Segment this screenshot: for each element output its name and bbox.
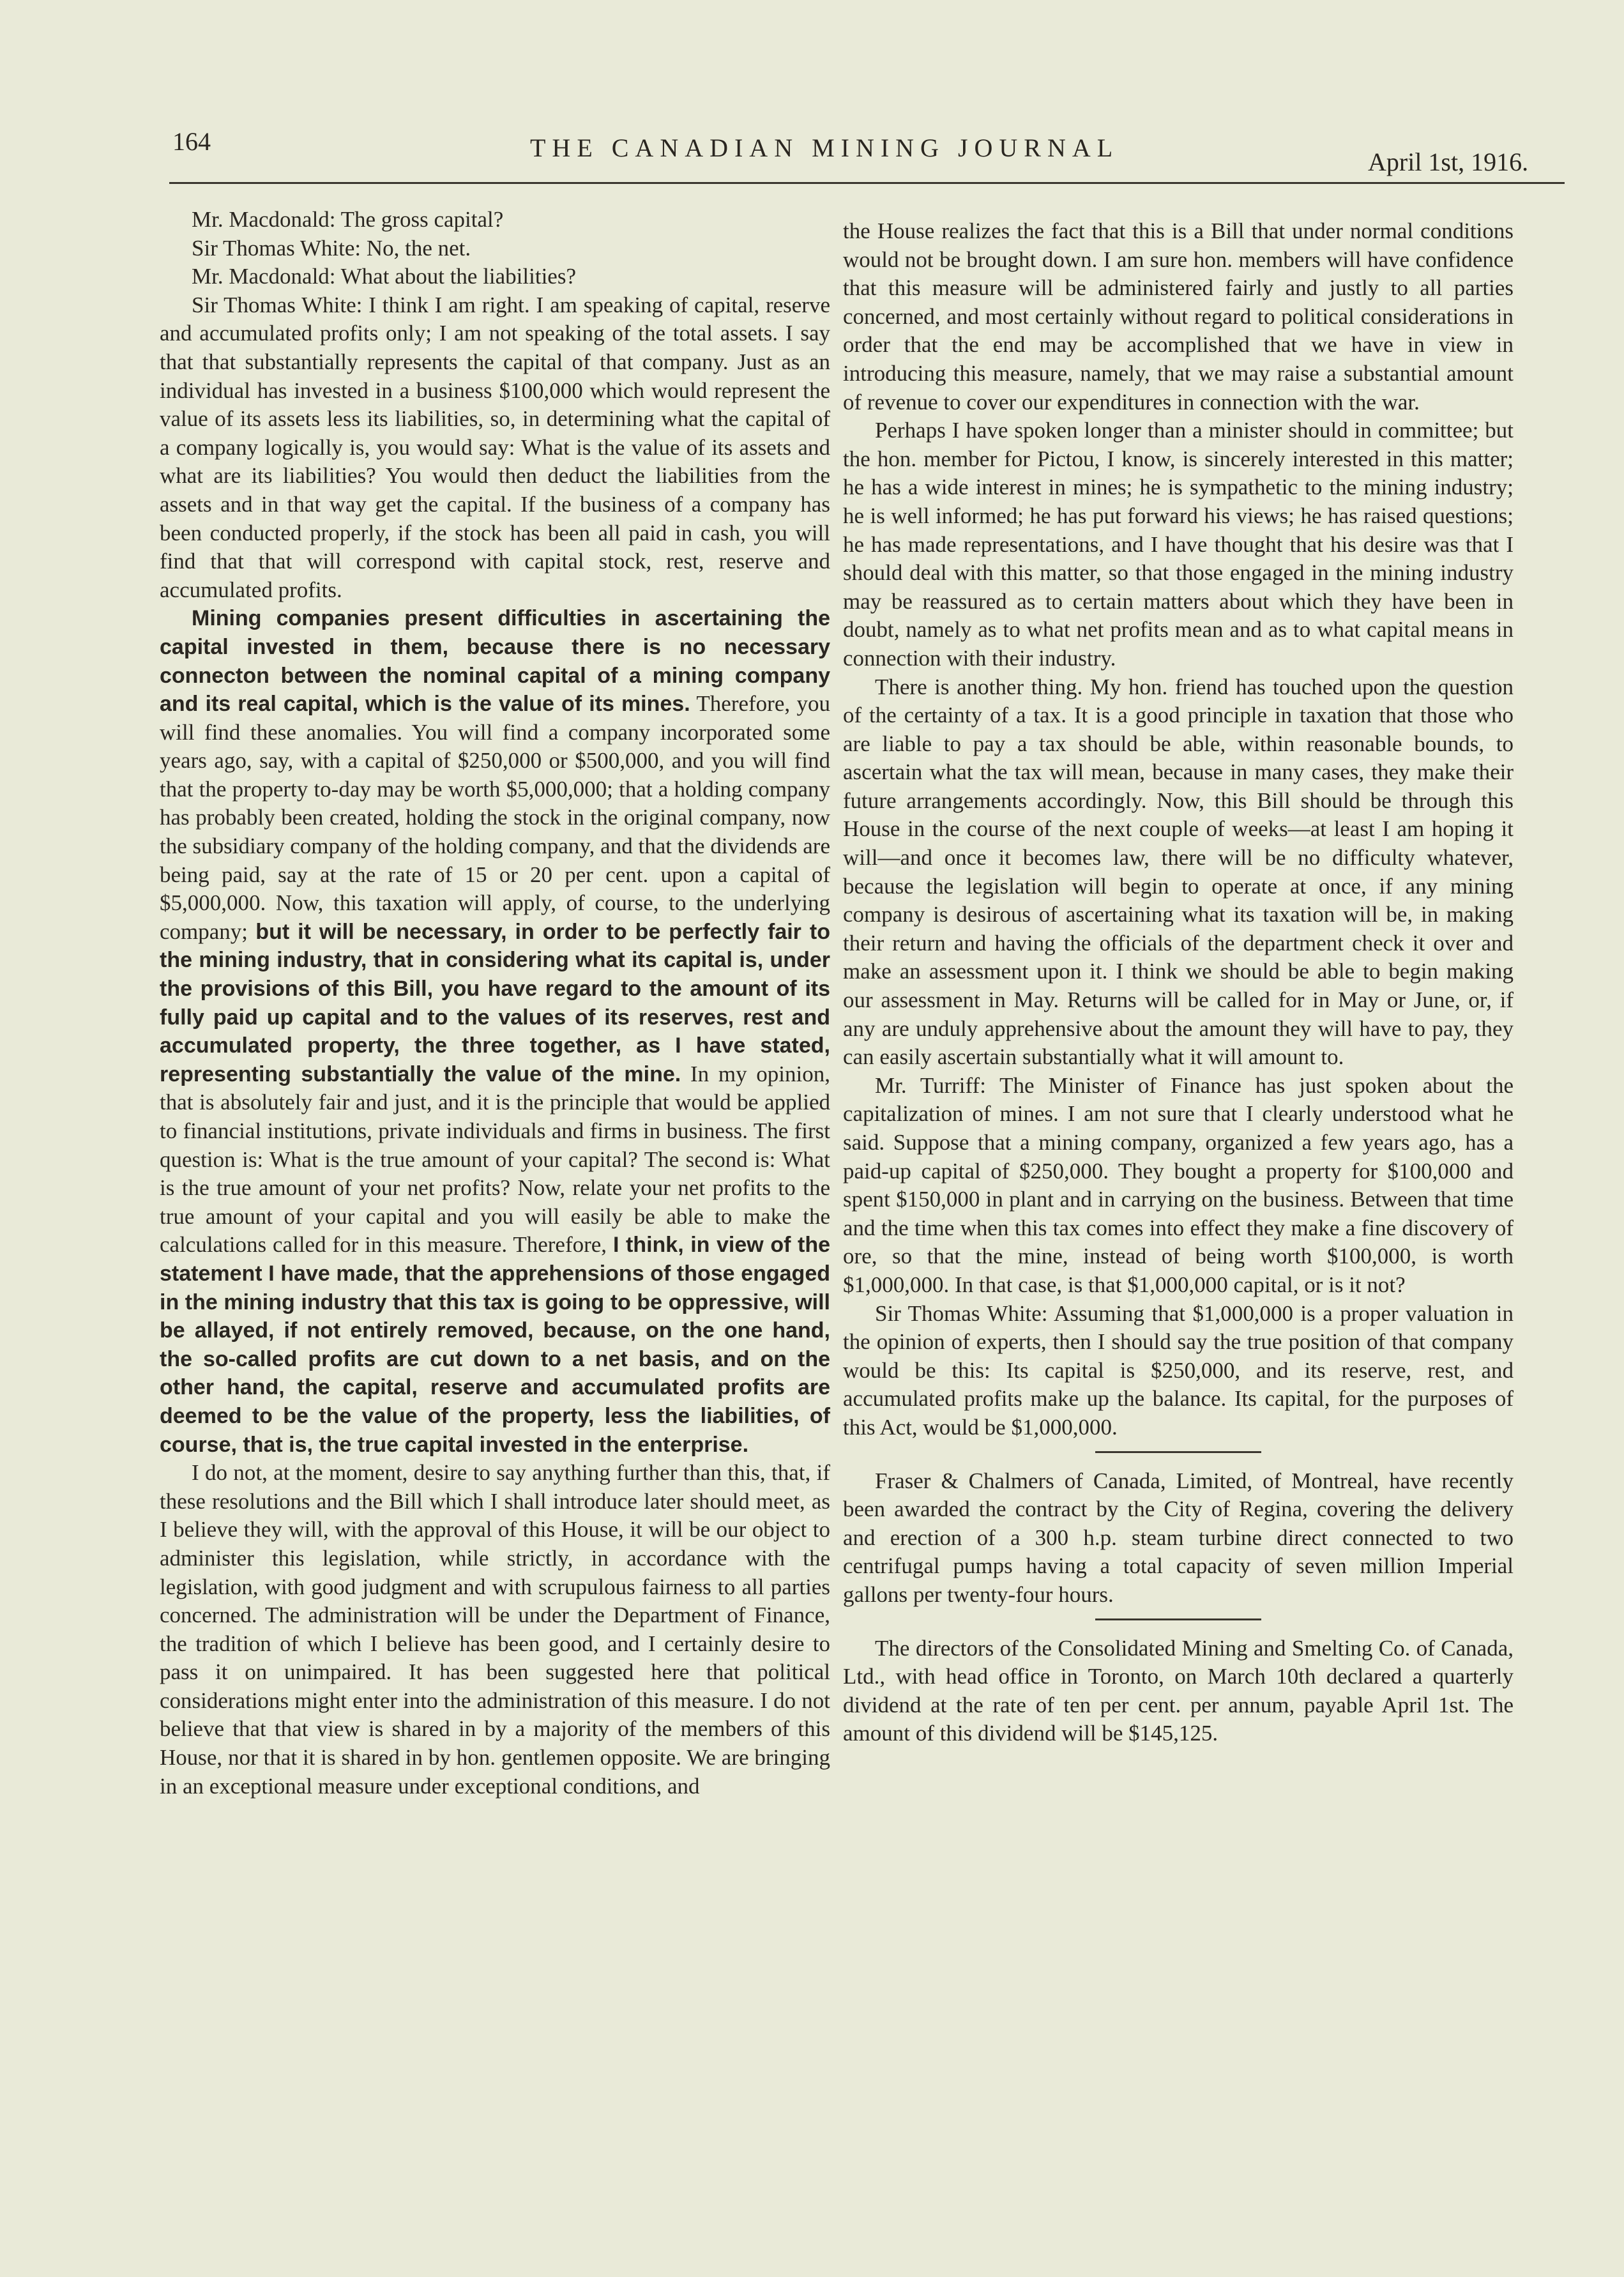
right-column	[843, 217, 1514, 1748]
bold-passage: but it will be necessary, in order to be perfectly fair to the mining industry, that in considering what its capital is, under the provisions of this Bill, you have regard to the amount of its fully paid up capital and to the values of its reserves, rest and accumulated property, the three together, as I have stated, representing substantially the value of the mine.	[160, 919, 830, 1086]
paragraph: Mr. Turriff: The Minister of Finance has just spoken about the capitalization of mines. I am not sure that I clearly understood what he said. Suppose that a mining company, organized a few years ago, has a paid-up capital of $250,000. They bought a property for $100,000 and spent $150,000 in plant and in carrying on the business. Between that time and the time when this tax comes into effect they make a fine discovery of ore, so that the mine, instead of being worth $100,000, is worth $1,000,000. In that case, is that $1,000,000 capital, or is it not?	[843, 1072, 1514, 1297]
section-divider	[1095, 1451, 1261, 1453]
paragraph: Sir Thomas White: No, the net.	[192, 235, 471, 261]
paragraph: I do not, at the moment, desire to say anything further than this, that, if these resolutions and the Bill which I shall introduce later should meet, as I believe they will, with the approval of this House, it will be our object to administer this legislation, while strictly, in accordance with the legislation, with good judgment and with scrupulous fairness to all parties concerned. The administration will be under the Department of Finance, the tradition of which I believe has been good, and I certainly desire to pass it on unimpaired. It has been suggested here that political considerations might enter into the administration of this measure. I do not believe that that view is shared in by a majority of the members of this House, nor that it is shared in by hon. gentlemen opposite. We are bringing in an exceptional measure under exceptional conditions, and	[160, 1460, 830, 1799]
paragraph	[160, 604, 830, 1459]
left-column	[160, 206, 830, 1801]
journal-title: THE CANADIAN MINING JOURNAL	[530, 133, 1119, 162]
section-divider	[1095, 1618, 1261, 1620]
text-run: Therefore, you will find these anomalies. You will find a company incorporated some years ago, say, with a capital of $250,000 or $500,000, and you will find that the property to-day may be worth $5,000,000; that a holding company has probably been created, holding the stock in the original company, now the subsidiary company of the holding company, and that the dividends are being paid, say at the rate of 15 or 20 per cent. upon a capital of $5,000,000. Now, this taxation will apply, of course, to the underlying company;	[160, 691, 830, 944]
paragraph: the House realizes the fact that this is a Bill that under normal conditions would not be brought down. I am sure hon. members will have confidence that this measure will be administered fairly and justly to all parties concerned, and most certainly without regard to political considerations in order that the end may be accomplished that we have in view in introducing this measure, namely, that we may raise a substantial amount of revenue to cover our expenditures in connection with the war.	[843, 218, 1514, 415]
paragraph: There is another thing. My hon. friend has touched upon the question of the certainty of a tax. It is a good principle in taxation that those who are liable to pay a tax should be able, within reasonable bounds, to ascertain what the tax will mean, because in many cases, they make their future arrangements accordingly. Now, this Bill should be through this House in the course of the next couple of weeks—at least I am hoping it will—and once it becomes law, there will be no difficulty whatever, because the legislation will begin to operate at once, if any mining company is desirous of ascertaining what its taxation will be, in making their return and having the officials of the department check it over and make an assessment upon it. I think we should be able to begin making our assessment in May. Returns will be called for in May or June, or, if any are unduly apprehensive about the amount they will have to pay, they can easily ascertain substantially what it will amount to.	[843, 674, 1514, 1070]
paragraph: Mr. Macdonald: What about the liabilities?	[192, 264, 576, 289]
header-rule	[169, 182, 1565, 184]
page-number: 164	[172, 127, 211, 156]
paragraph: Mr. Macdonald: The gross capital?	[192, 207, 504, 232]
issue-date: April 1st, 1916.	[1368, 148, 1529, 176]
paragraph: Sir Thomas White: Assuming that $1,000,000 is a proper valuation in the opinion of experts, then I should say the true position of that company would be this: Its capital is $250,000, and its reserve, rest, and accumulated profits make up the balance. Its capital, for the purposes of this Act, would be $1,000,000.	[843, 1300, 1514, 1440]
paragraph: Sir Thomas White: I think I am right. I am speaking of capital, reserve and accumulated profits only; I am not speaking of the total assets. I say that that substantially represents the capital of that company. Just as an individual has invested in a business $100,000 which would represent the value of its assets less its liabilities, so, in determining what the capital of a company logically is, you would say: What is the value of its assets and what are its liabilities? You would then deduct the liabilities from the assets and in that way get the capital. If the business of a company has been conducted properly, if the stock has been all paid in cash, you will find that that will correspond with capital stock, rest, reserve and accumulated profits.	[160, 292, 830, 602]
news-item: The directors of the Consolidated Mining and Smelting Co. of Canada, Ltd., with head office in Toronto, on March 10th declared a quarterly dividend at the rate of ten per cent. per annum, payable April 1st. The amount of this dividend will be $145,125.	[843, 1635, 1514, 1746]
text-run: In my opinion, that is absolutely fair and just, and it is the principle that would be applied to financial institutions, private individuals and firms in business. The first question is: What is the true amount of your capital? The second is: What is the true amount of your net profits? Now, relate your net profits to the true amount of your capital and you will easily be able to make the calculations called for in this measure. Therefore,	[160, 1061, 831, 1258]
bold-passage: I think, in view of the statement I have made, that the apprehensions of those engaged in the mining industry that this tax is going to be oppressive, will be allayed, if not entirely removed, because, on the one hand, the so-called profits are cut down to a net basis, and on the other hand, the capital, reserve and accumulated profits are deemed to be the value of the property, less the liabilities, of course, that is, the true capital invested in the enterprise.	[160, 1233, 830, 1457]
bold-passage: Mining companies present difficulties in ascertaining the capital invested in them, because there is no necessary connecton between the nominal capital of a mining company and its real capital, which is the value of its mines.	[160, 606, 830, 717]
paragraph: Perhaps I have spoken longer than a minister should in committee; but the hon. member for Pictou, I know, is sincerely interested in this matter; he has a wide interest in mines; he is sympathetic to the mining industry; he is well informed; he has put forward his views; he has raised questions; he has made representations, and I have thought that his desire was that I should deal with this matter, so that those engaged in the mining industry may be reassured as to certain matters about which they have been in doubt, namely as to what net profits mean and as to what capital means in connection with their industry.	[843, 418, 1514, 671]
news-item: Fraser & Chalmers of Canada, Limited, of Montreal, have recently been awarded the contract by the City of Regina, covering the delivery and erection of a 300 h.p. steam turbine direct connected to two centrifugal pumps having a total capacity of seven million Imperial gallons per twenty-four hours.	[843, 1468, 1514, 1607]
